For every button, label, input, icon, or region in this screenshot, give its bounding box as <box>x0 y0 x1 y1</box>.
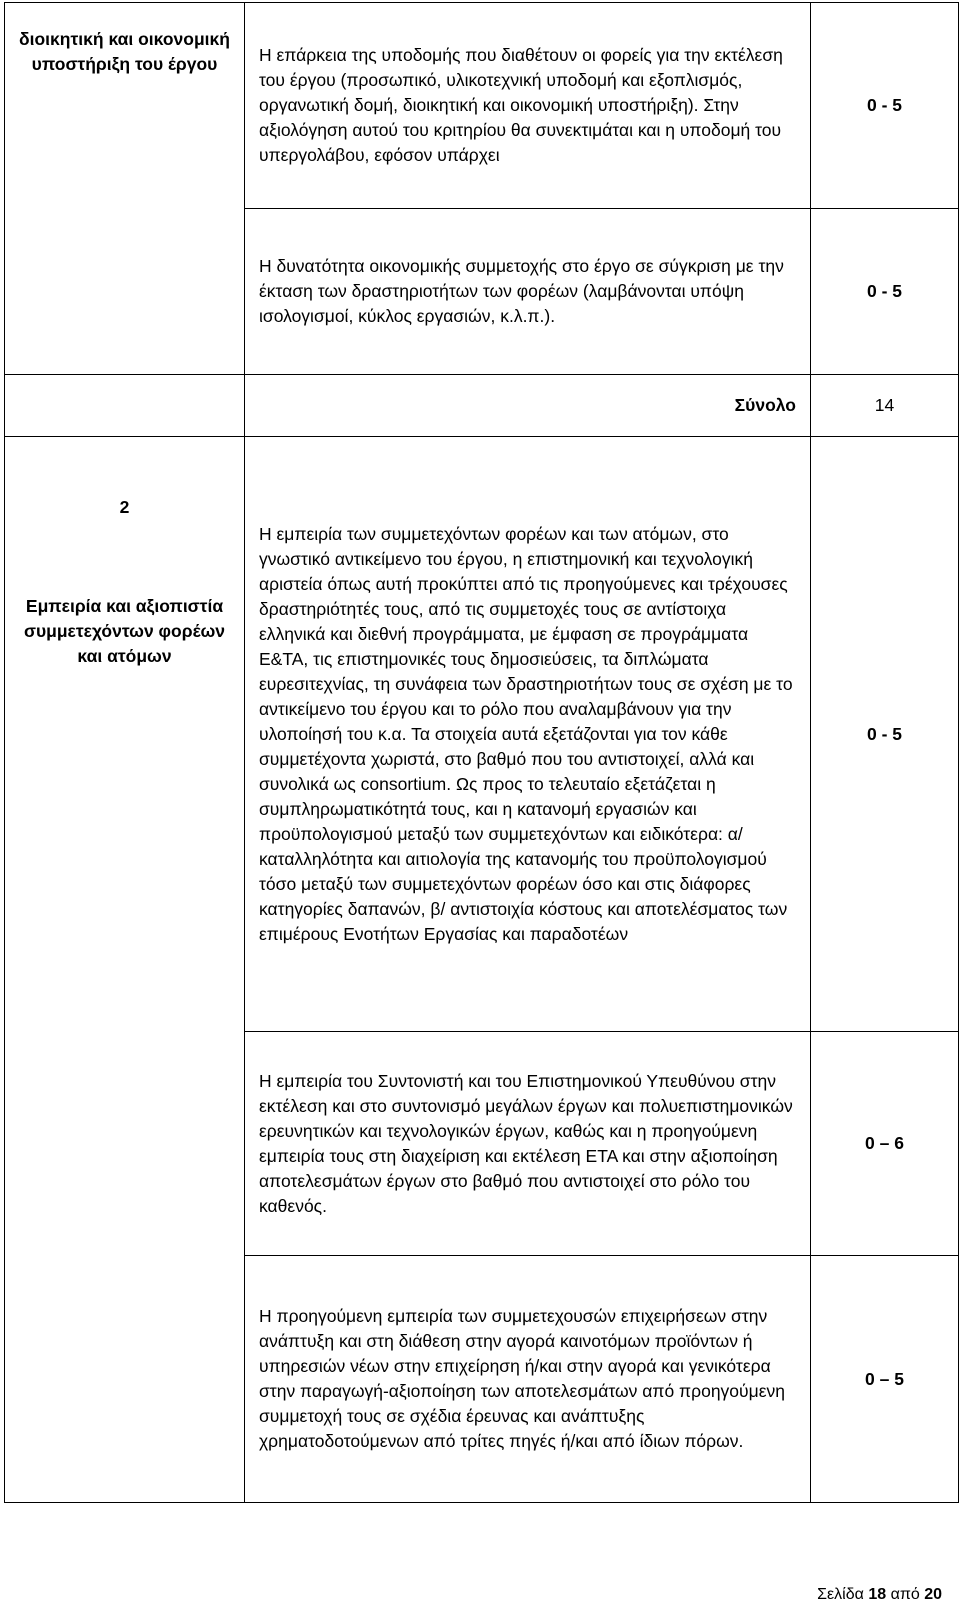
evaluation-criteria-table <box>4 2 959 1503</box>
total-label-text: Σύνολο <box>734 395 796 415</box>
section2-number: 2 <box>119 497 130 517</box>
criterion-text: Η προηγούμενη εμπειρία των συμμετεχουσών επιχειρήσεων στην ανάπτυξη και στη διάθεση στην αγορά καινοτόμων προϊόντων ή υπηρεσιών νέων στην επιχείρηση ή/και στην αγορά και γενικότερα στην παραγωγή-αξιοποίηση των αποτελεσμάτων από προηγούμενη συμμετοχή τους σε σχέδια έρευνας και ανάπτυξης χρηματοδοτούμενων από τρίτες πηγές ή/και από ίδιων πόρων. <box>259 1306 785 1451</box>
criterion-description <box>245 1256 811 1503</box>
score-range: 0 – 6 <box>865 1133 904 1153</box>
page-footer <box>817 1585 942 1605</box>
criterion-text: Η επάρκεια της υποδομής που διαθέτουν οι φορείς για την εκτέλεση του έργου (προσωπικό, υλικοτεχνική υποδομή και εξοπλισμός, οργανωτική δομή, διοικητική και οικονομική υποστήριξη). Στην αξιολόγηση αυτού του κριτηρίου θα συνεκτιμάται και η υποδομή του υπεργολάβου, εφόσον υπάρχει <box>259 45 783 165</box>
score-range: 0 - 5 <box>866 723 903 744</box>
score-range: 0 - 5 <box>866 95 903 115</box>
criterion-description <box>245 3 811 209</box>
section2-label <box>5 437 245 1503</box>
table-row <box>5 437 959 1032</box>
section1-label <box>5 3 245 375</box>
score-range: 0 - 5 <box>866 281 903 301</box>
criterion-text: Η δυνατότητα οικονομικής συμμετοχής στο έργο σε σύγκριση με την έκταση των δραστηριοτήτων των φορέων (λαμβάνονται υπόψη ισολογισμοί, κύκλος εργασιών, κ.λ.π.). <box>259 256 784 326</box>
table-row <box>5 3 959 209</box>
total-value-text: 14 <box>874 395 895 415</box>
criterion-score <box>811 437 959 1032</box>
criterion-score <box>811 209 959 375</box>
total-row <box>5 375 959 437</box>
criterion-score <box>811 3 959 209</box>
criterion-text: Η εμπειρία του Συντονιστή και του Επιστημονικού Υπευθύνου στην εκτέλεση και στο συντονισμό μεγάλων έργων και πολυεπιστημονικών ερευνητικών και τεχνολογικών έργων, καθώς και η προηγούμενη εμπειρία τους στη διαχείριση και εκτέλεση ΕΤΑ και στην αξιοποίηση αποτελεσμάτων έργων στο βαθμό που αντιστοιχεί στο ρόλο του καθενός. <box>259 1070 793 1216</box>
page-word: Σελίδα <box>817 1586 864 1603</box>
score-range: 0 – 5 <box>865 1368 904 1389</box>
criterion-score <box>811 1032 959 1256</box>
criterion-score <box>811 1256 959 1503</box>
total-pages: 20 <box>924 1586 942 1603</box>
total-value <box>811 375 959 437</box>
criterion-description <box>245 437 811 1032</box>
section2-label-text: Εμπειρία και αξιοπιστία συμμετεχόντων φορέων και ατόμων <box>23 596 225 666</box>
document-page <box>4 2 958 1522</box>
page-number: 18 <box>868 1586 887 1603</box>
criterion-description <box>245 1032 811 1256</box>
total-empty-cell <box>5 375 245 437</box>
criterion-description <box>245 209 811 375</box>
of-word: από <box>890 1586 920 1603</box>
criterion-text: Η εμπειρία των συμμετεχόντων φορέων και των ατόμων, στο γνωστικό αντικείμενο του έργου, η επιστημονική και τεχνολογική αριστεία όπως αυτή προκύπτει από τις προηγούμενες και τρέχουσες δραστηριότητές τους, από τις συμμετοχές τους σε αντίστοιχα ελληνικά και διεθνή προγράμματα, με έμφαση σε προγράμματα Ε&ΤΑ, τις επιστημονικές τους δημοσιεύσεις, τα διπλώματα ευρεσιτεχνίας, τη συνάφεια των δραστηριοτήτων τους σε σχέση με το αντικείμενο του έργου και το ρόλο που αναλαμβάνουν για την υλοποίησή του κ.α. Τα στοιχεία αυτά εξετάζονται για τον κάθε συμμετέχοντα χωριστά, στο βαθμό που του αντιστοιχεί, αλλά και συνολικά ως consortium. Ως προς το τελευταίο εξετάζεται η συμπληρωματικότητά τους, και η κατανομή εργασιών και προϋπολογισμού μεταξύ των συμμετεχόντων και ειδικότερα: α/καταλληλότητα και αιτιολογία της κατανομής του προϋπολογισμού τόσο μεταξύ των συμμετεχόντων φορέων όσο και στις διάφορες κατηγορίες δαπανών, β/ αντιστοιχία κόστους και αποτελέσματος των επιμέρους Ενοτήτων Εργασίας και παραδοτέων <box>259 523 793 944</box>
section1-label-text: διοικητική και οικονομική υποστήριξη του έργου <box>19 29 230 74</box>
total-label <box>245 375 811 437</box>
